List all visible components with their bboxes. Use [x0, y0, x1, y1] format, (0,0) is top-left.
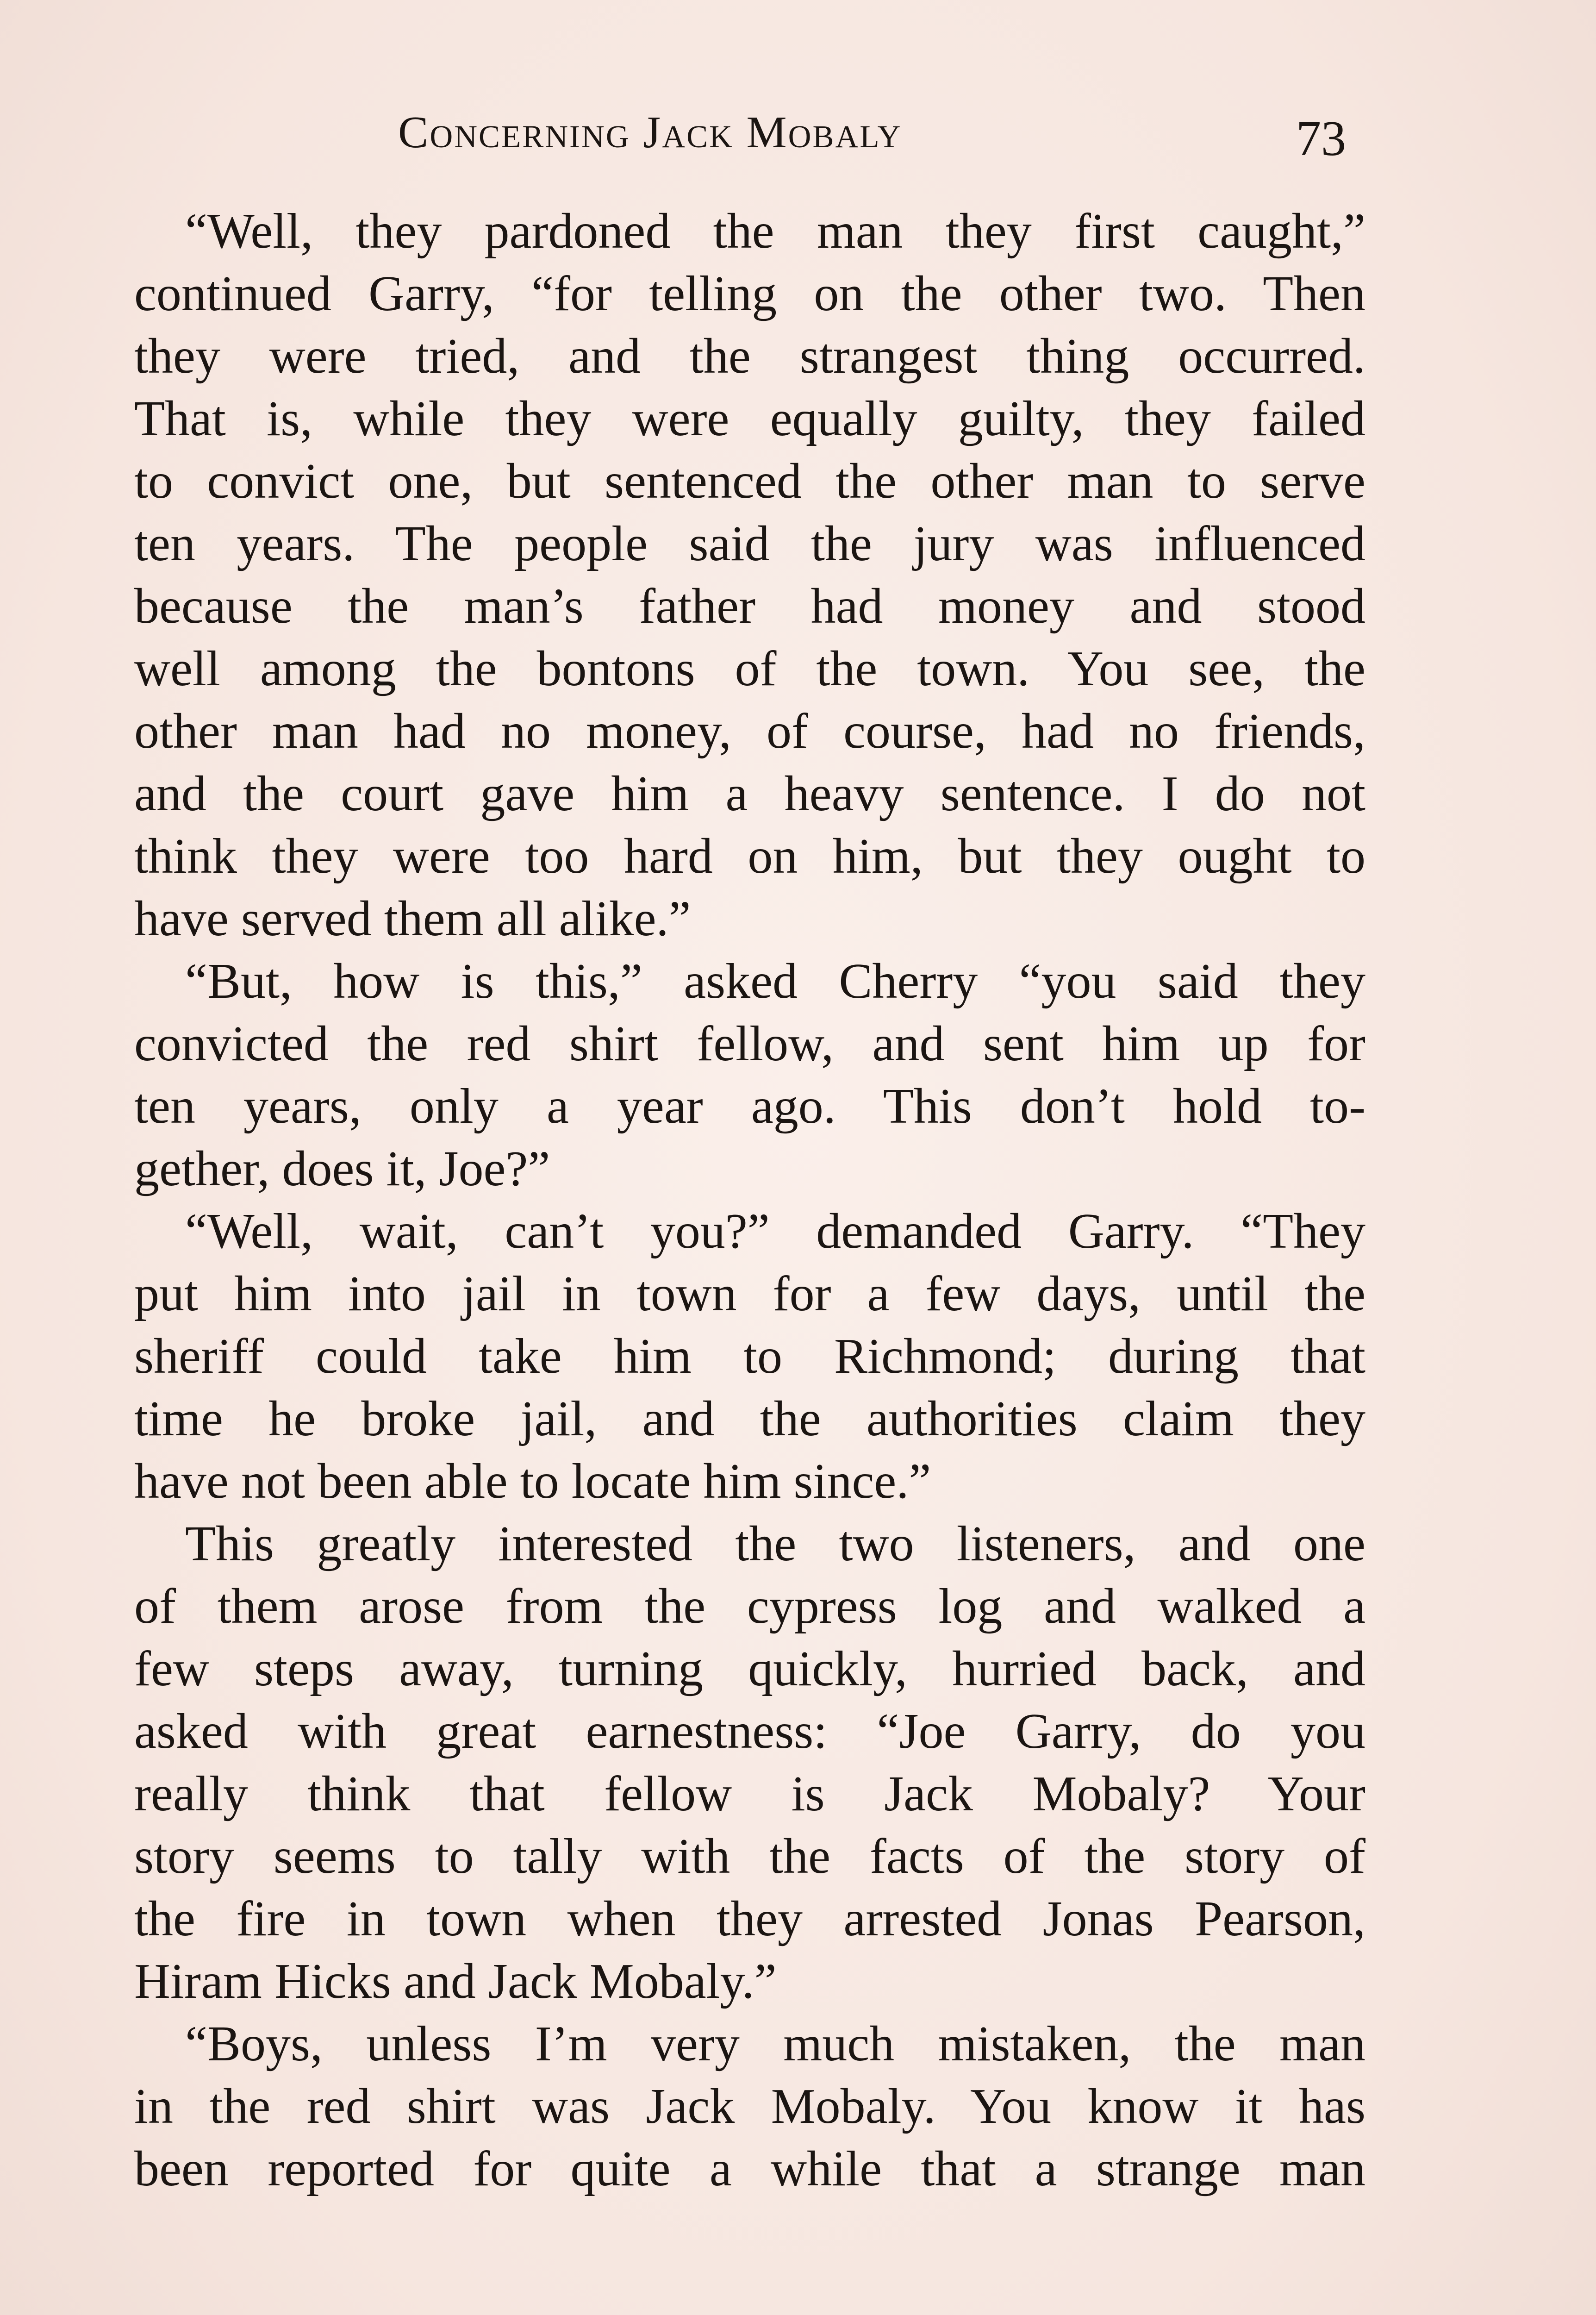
text-line: That is, while they were equally guilty, they failed — [134, 391, 1365, 446]
text-line: put him into jail in town for a few days, until the — [134, 1266, 1365, 1321]
running-head — [0, 97, 1596, 167]
text-line: the fire in town when they arrested Jonas Pearson, — [134, 1891, 1365, 1946]
text-line: have not been able to locate him since.” — [134, 1454, 931, 1509]
text-line: asked with great earnestness: “Joe Garry, do you — [134, 1704, 1365, 1759]
text-line: “Boys, unless I’m very much mistaken, the man — [185, 2016, 1365, 2071]
text-line: they were tried, and the strangest thing occurred. — [134, 329, 1365, 384]
text-line: been reported for quite a while that a strange man — [134, 2141, 1365, 2196]
text-line: This greatly interested the two listeners, and one — [185, 1516, 1365, 1571]
text-line: sheriff could take him to Richmond; during that — [134, 1329, 1365, 1384]
running-head-title: Concerning Jack Mobaly — [398, 107, 902, 157]
text-line: of them arose from the cypress log and walked a — [134, 1579, 1365, 1634]
text-line: “Well, they pardoned the man they first caught,” — [185, 204, 1365, 259]
text-line: well among the bontons of the town. You see, the — [134, 641, 1365, 696]
text-line: “Well, wait, can’t you?” demanded Garry. “They — [185, 1204, 1365, 1259]
text-line: have served them all alike.” — [134, 891, 691, 946]
text-line: few steps away, turning quickly, hurried back, and — [134, 1641, 1365, 1696]
text-line: Hiram Hicks and Jack Mobaly.” — [134, 1954, 777, 2009]
text-line: to convict one, but sentenced the other man to serve — [134, 454, 1365, 509]
text-line: time he broke jail, and the authorities claim they — [134, 1391, 1365, 1446]
text-line: story seems to tally with the facts of the story of — [134, 1829, 1365, 1884]
text-line: really think that fellow is Jack Mobaly? Your — [134, 1766, 1365, 1821]
text-line: ten years. The people said the jury was influenced — [134, 516, 1365, 571]
text-line: think they were too hard on him, but they ought to — [134, 829, 1365, 884]
text-line: “But, how is this,” asked Cherry “you said they — [185, 954, 1365, 1009]
text-line: convicted the red shirt fellow, and sent him up for — [134, 1016, 1365, 1071]
text-line: ten years, only a year ago. This don’t hold to- — [134, 1079, 1365, 1134]
text-line: continued Garry, “for telling on the other two. Then — [134, 266, 1365, 321]
text-line: because the man’s father had money and stood — [134, 579, 1365, 634]
text-line: and the court gave him a heavy sentence. I do not — [134, 766, 1365, 821]
body-text — [134, 200, 1365, 2200]
text-line: other man had no money, of course, had no friends, — [134, 704, 1365, 759]
text-line: gether, does it, Joe?” — [134, 1141, 550, 1196]
text-line: in the red shirt was Jack Mobaly. You know it has — [134, 2079, 1365, 2134]
page-number: 73 — [1296, 111, 1346, 166]
